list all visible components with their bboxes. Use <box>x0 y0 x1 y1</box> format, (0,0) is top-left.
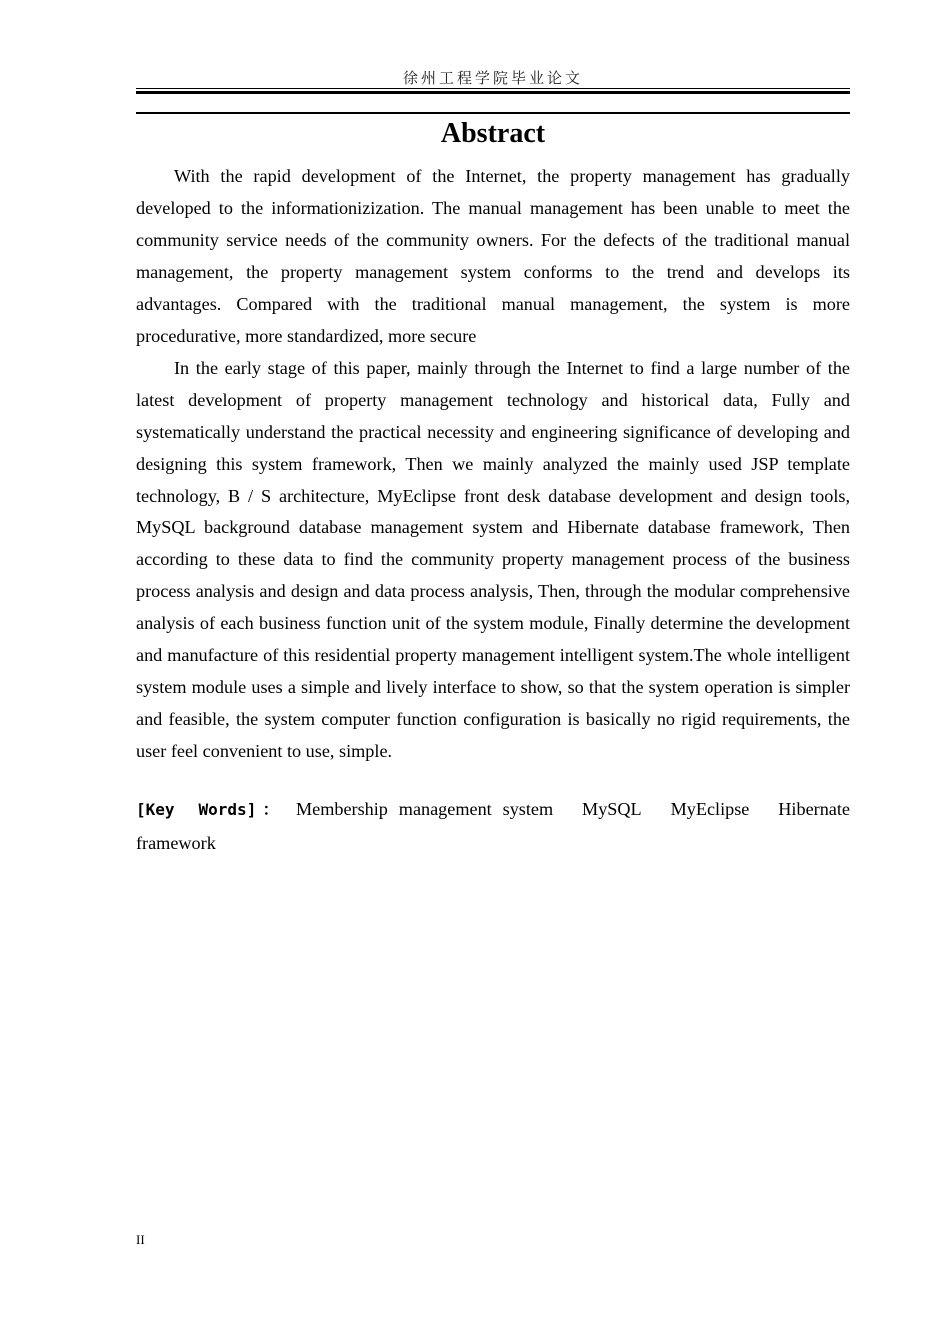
keywords-section <box>136 793 850 859</box>
keyword-term: MyEclipse <box>670 799 750 819</box>
abstract-title: Abstract <box>440 118 546 149</box>
page-number: II <box>136 1232 145 1247</box>
abstract-paragraph-1: With the rapid development of the Internet, the property management has gradually developed to the informationizization. The manual management has been unable to meet the community service needs of the community owners. For the defects of the traditional manual management, the property management system conforms to the trend and develops its advantages. Compared with the traditional manual management, the system is more procedurative, more standardized, more secure <box>136 166 850 346</box>
keyword-term: Hibernate framework <box>136 799 850 853</box>
header-rule-thick <box>136 91 850 94</box>
keyword-term: Membership management system <box>295 799 554 819</box>
running-header: 徐州工程学院毕业论文 <box>402 69 583 87</box>
abstract-body <box>136 161 850 768</box>
keywords-label: [Key Words]： <box>136 800 286 819</box>
abstract-paragraph-2: In the early stage of this paper, mainly through the Internet to find a large number of the latest development of property management technology and historical data, Fully and systematically understand the practical necessity and engineering significance of developing and designing this system framework, Then we mainly analyzed the mainly used JSP template technology, B / S architecture, MyEclipse front desk database development and design tools, MySQL background database management system and Hibernate database framework, Then according to these data to find the community property management process of the business process analysis and design and data process analysis, Then, through the modular comprehensive analysis of each business function unit of the system module, Finally determine the development and manufacture of this residential property management intelligent system.The whole intelligent system module uses a simple and lively interface to show, so that the system operation is simpler and feasible, the system computer function configuration is basically no rigid requirements, the user feel convenient to use, simple. <box>136 357 850 762</box>
keyword-term: MySQL <box>582 799 642 819</box>
header-rule-thin <box>136 88 850 89</box>
